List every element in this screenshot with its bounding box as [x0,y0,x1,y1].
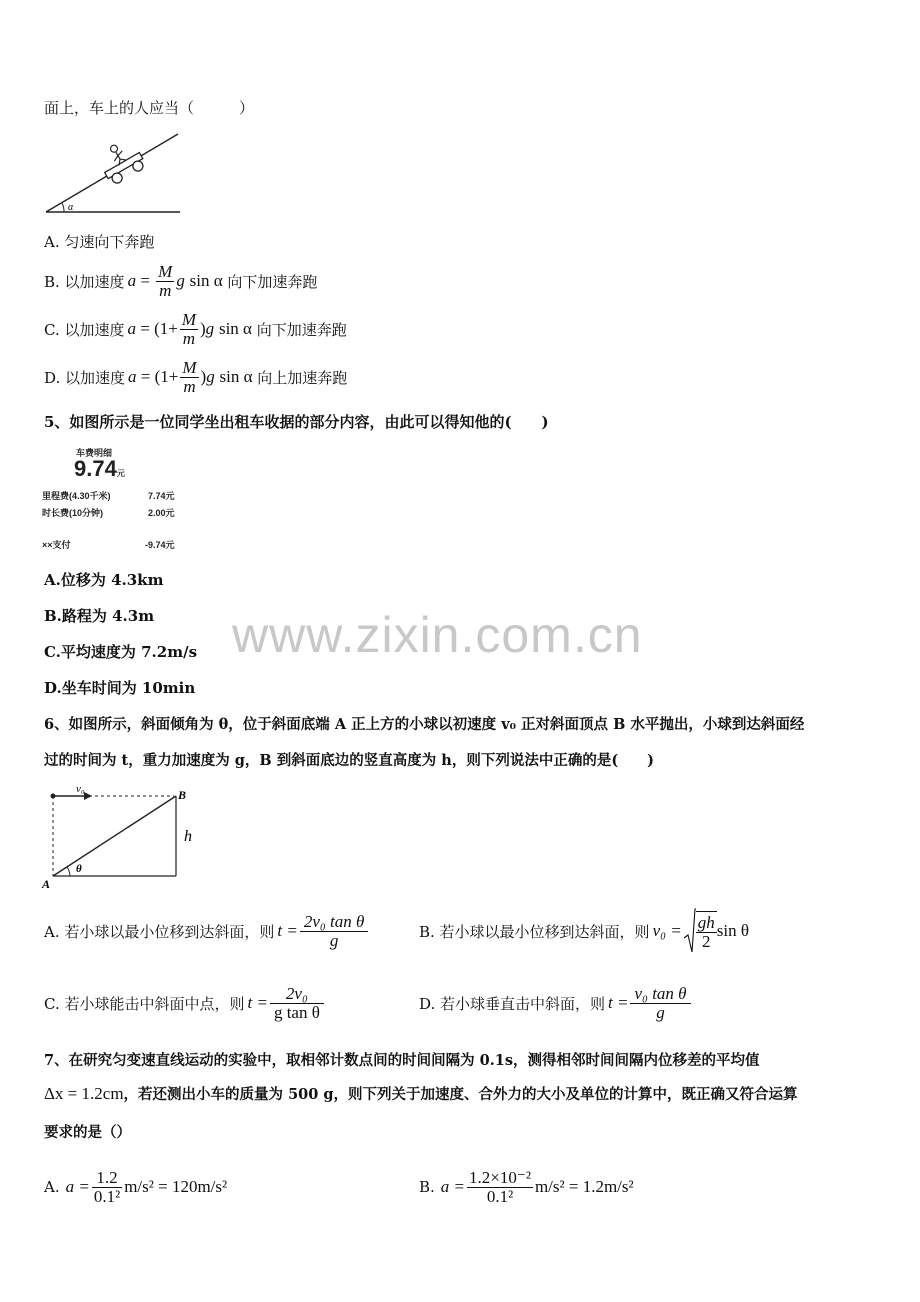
q6-option-b: B. 若小球以最小位移到达斜面，则 v₀ = $\frac{gh}{2}$ sin θ [419,906,749,956]
q5-option-a: A.位移为 4.3km [44,571,164,589]
point-b-label: B [178,788,187,802]
receipt-heading: 车费明细 [76,448,113,458]
v0-label: v₀ [76,783,85,795]
fraction: $\frac{\text{2v₀ tan θ}}{g}$ [300,913,369,950]
q5-question: 5、如图所示是一位同学坐出租车收据的部分内容，由此可以得知他的( ) [44,413,549,431]
q7-question-line3: 要求的是（） [44,1124,131,1141]
receipt-total: 9.74 [74,456,117,481]
q4-option-a: A. 匀速向下奔跑 [44,233,155,251]
sqrt-expression: $\frac{gh}{2}$ [684,908,717,954]
q5-option-b: B.路程为 4.3m [44,607,155,625]
receipt-row-label: 里程费(4.30千米) [42,491,111,501]
q4-option-c: C. 以加速度 a = (1+ $\frac{M}{m}$ ) g sin α 向下加速奔跑 [44,309,347,348]
receipt-payment-value: -9.74元 [145,540,175,550]
watermark: www.zixin.com.cn [232,607,643,663]
q6-option-c: C. 若小球能击中斜面中点，则 t = $\frac{\text{2v₀}}{\text{g tan θ}}$ [44,978,326,1028]
point-a-label: A [42,877,51,890]
q6-question-line2: 过的时间为 t，重力加速度为 g，B 到斜面底边的竖直高度为 h，则下列说法中正确的是( ) [44,752,655,769]
question-continuation: 面上，车上的人应当（ ） [44,99,255,117]
fraction: $\frac{\text{1.2×10⁻²}}{\text{0.1²}}$ [469,1167,531,1206]
fraction: $\frac{\text{v₀ tan θ}}{g}$ [630,985,690,1022]
theta-label: θ [76,863,82,875]
fraction: $\frac{M}{m}$ [158,261,173,300]
q6-question-line1: 6、如图所示，斜面倾角为 θ，位于斜面底端 A 正上方的小球以初速度 v₀ 正对斜面顶点 B 水平抛出，小球到达斜面经 [44,716,805,733]
fraction: $\frac{M}{m}$ [182,357,197,396]
height-h-label: h [184,828,192,845]
q7-option-b: B. a = $\frac{\text{1.2×10⁻²}}{\text{0.1²}}$ m/s² = 1.2m/s² [419,1167,634,1206]
receipt-row-value: 7.74元 [148,491,175,501]
fraction: $\frac{M}{m}$ [181,309,196,348]
q7-question-line2: Δx = 1.2cm，若还测出小车的质量为 500 g，则下列关于加速度、合外力的大小及单位的计算中，既正确又符合运算 [44,1084,798,1103]
q4-option-b: B. 以加速度 a = $\frac{M}{m}$ g sin α 向下加速奔跑 [44,261,318,300]
fraction: $\frac{1.2}{\text{0.1²}}$ [93,1167,121,1206]
q5-option-c: C.平均速度为 7.2m/s [44,643,198,661]
q6-option-d: D. 若小球垂直击中斜面，则 t = $\frac{\text{v₀ tan θ}}{g}$ [419,978,693,1028]
q7-question-line1: 7、在研究匀变速直线运动的实验中，取相邻计数点间的时间间隔为 0.1s，测得相邻时间间隔内位移差的平均值 [44,1052,760,1069]
incline-cart-figure [42,124,182,216]
taxi-receipt: 车费明细 9.74元 里程费(4.30千米) 7.74元 时长费(10分钟) 2.00元 ××支付 -9.74元 [42,448,175,550]
q7-option-a: A. a = $\frac{1.2}{\text{0.1²}}$ m/s² = 120m/s² [44,1167,228,1206]
projectile-incline-figure [40,778,210,890]
sqrt-sign-icon [684,908,696,954]
q6-option-a: A. 若小球以最小位移到达斜面，则 t = $\frac{\text{2v₀ tan θ}}{g}$ [44,906,370,956]
receipt-row-value: 2.00元 [148,508,175,518]
q4-option-d: D. 以加速度 a = (1+ $\frac{M}{m}$ ) g sin α 向上加速奔跑 [44,357,348,396]
fraction: $\frac{\text{2v₀}}{\text{g tan θ}}$ [270,985,324,1022]
angle-alpha-label: α [68,202,74,213]
receipt-payment-label: ××支付 [42,540,71,550]
receipt-row-label: 时长费(10分钟) [42,508,104,518]
q5-option-d: D.坐车时间为 10min [44,679,196,697]
